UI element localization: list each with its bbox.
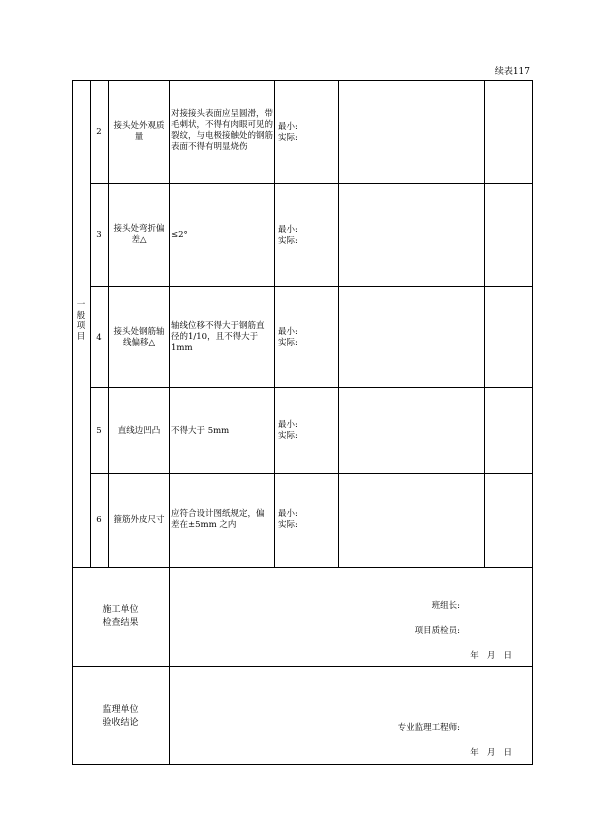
min-label: 最小:	[278, 122, 298, 132]
construction-org-label	[72, 604, 169, 630]
min-label: 最小:	[278, 225, 298, 235]
row-number: 5	[96, 426, 102, 436]
row-item: 接头处钢筋轴线偏移△	[113, 327, 165, 348]
column-divider	[274, 80, 275, 567]
row-standard: 应符合设计图纸规定，偏差在±5mm 之内	[171, 509, 265, 530]
column-divider	[338, 80, 339, 567]
table-top-border	[72, 80, 532, 81]
team-leader-label: 班组长:	[431, 601, 460, 611]
construction-org-line1: 施工单位	[102, 605, 139, 615]
section-divider	[72, 666, 532, 667]
column-divider	[169, 80, 170, 765]
row-divider	[90, 286, 532, 287]
table-left-border	[72, 80, 73, 765]
row-number: 4	[96, 333, 102, 343]
actual-label: 实际:	[278, 338, 298, 348]
row-divider	[90, 183, 532, 184]
column-divider	[484, 80, 485, 567]
table-bottom-border	[72, 764, 532, 765]
row-divider	[90, 473, 532, 474]
supervision-org-line2: 验收结论	[102, 718, 139, 728]
inspector-label: 项目质检员:	[414, 626, 460, 636]
supervising-engineer-label: 专业监理工程师:	[397, 723, 460, 733]
column-divider	[108, 80, 109, 567]
min-label: 最小:	[278, 420, 298, 430]
supervision-date: 年 月 日	[470, 748, 512, 758]
row-standard: 轴线位移不得大于钢筋直径的1/10，且不得大于 1mm	[171, 321, 265, 353]
construction-org-line2: 检查结果	[102, 618, 139, 628]
row-number: 3	[96, 230, 102, 240]
category-label: 一般项目	[76, 300, 86, 342]
row-standard: 对接接头表面应呈圆滑，带毛刺状，不得有肉眼可见的裂纹，与电极接触处的钢筋表面不得有明显烧伤	[171, 109, 274, 152]
actual-label: 实际:	[278, 236, 298, 246]
row-divider	[90, 387, 532, 388]
table-caption: 续表117	[494, 67, 530, 77]
actual-label: 实际:	[278, 133, 298, 143]
construction-date: 年 月 日	[470, 651, 512, 661]
row-item: 直线边凹凸	[117, 426, 161, 436]
row-standard: ≤2°	[171, 230, 188, 240]
min-label: 最小:	[278, 509, 298, 519]
table-right-border	[532, 80, 533, 765]
row-standard: 不得大于 5mm	[171, 426, 230, 436]
min-label: 最小:	[278, 327, 298, 337]
actual-label: 实际:	[278, 431, 298, 441]
column-divider	[90, 80, 91, 567]
supervision-org-line1: 监理单位	[102, 705, 139, 715]
row-number: 6	[96, 515, 102, 525]
row-item: 接头处弯折偏差△	[113, 224, 165, 245]
actual-label: 实际:	[278, 520, 298, 530]
row-item: 箍筋外皮尺寸	[113, 515, 165, 525]
row-item: 接头处外观质量	[113, 121, 165, 142]
row-number: 2	[96, 127, 102, 137]
supervision-org-label	[72, 704, 169, 730]
section-divider	[72, 567, 532, 568]
